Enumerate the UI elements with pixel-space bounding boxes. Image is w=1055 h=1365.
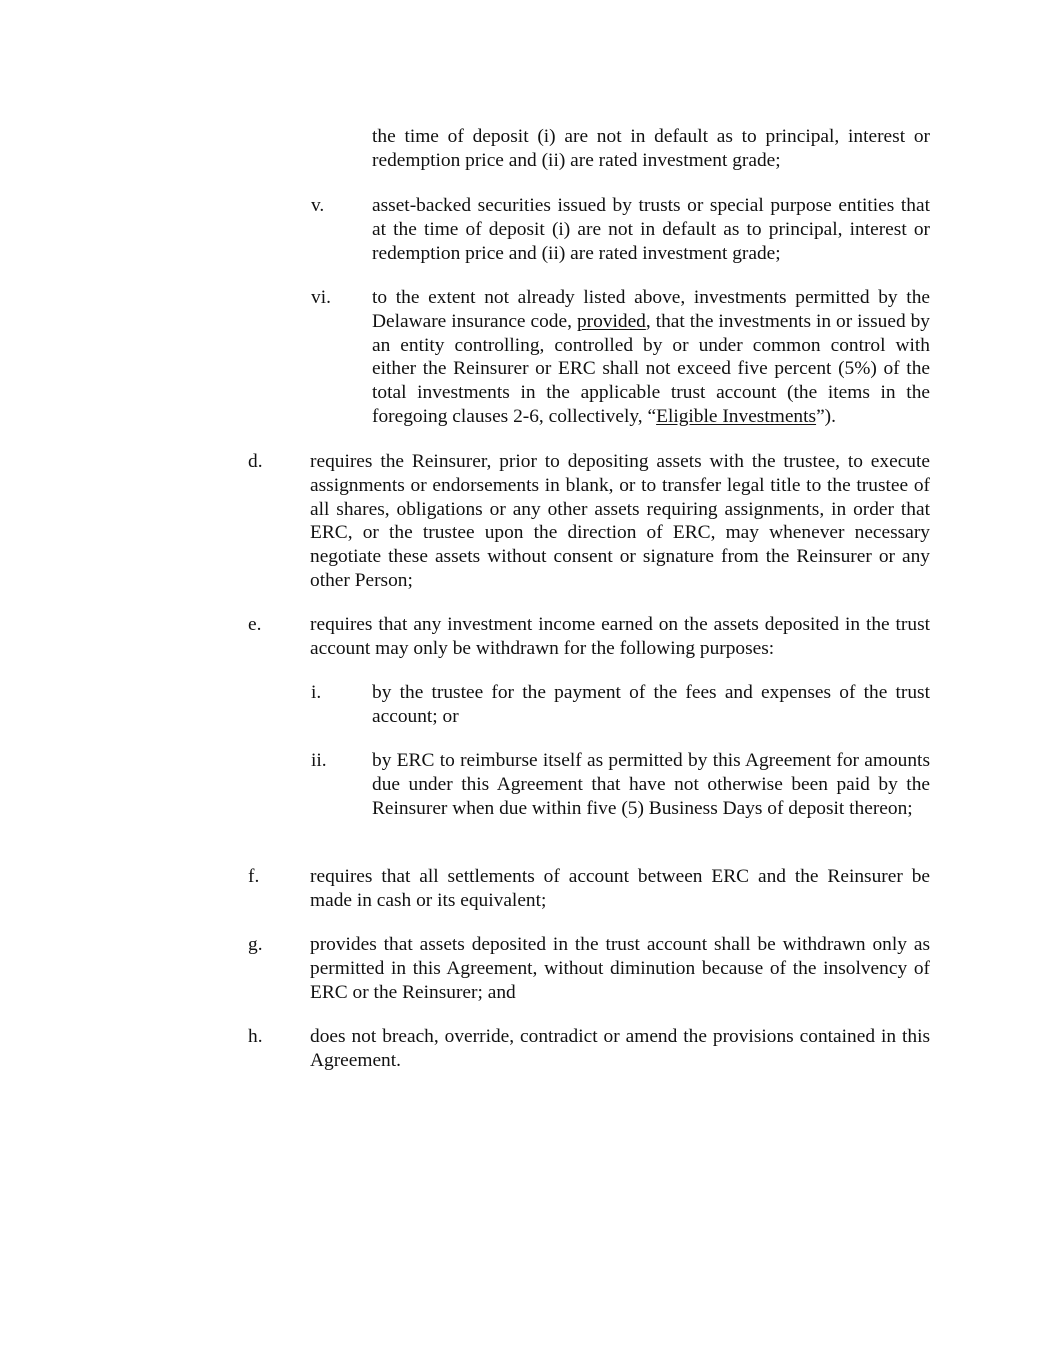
subclause-label: v.: [311, 195, 325, 216]
subclause-text-part: ”).: [816, 405, 836, 427]
clause-label: d.: [248, 451, 263, 472]
subclause-text: asset-backed securities issued by trusts or special purpose entities that at the time of deposit (i) are not in default as to principal, interest or redemption price and (ii) are rated investment grade;: [372, 195, 930, 264]
clause-label: h.: [248, 1026, 263, 1047]
subclause-text: by the trustee for the payment of the fees and expenses of the trust account; or: [372, 682, 930, 727]
subclause-text: by ERC to reimburse itself as permitted by this Agreement for amounts due under this Agreement that have not otherwise been paid by the Reinsurer when due within five (5) Business Days of deposit thereon;: [372, 750, 930, 819]
clause-text: requires that any investment income earned on the assets deposited in the trust account may only be withdrawn for the following purposes:: [310, 614, 930, 659]
continuation-text: the time of deposit (i) are not in default as to principal, interest or redemption price and (ii) are rated investment grade;: [372, 126, 930, 171]
clause-text: requires the Reinsurer, prior to depositing assets with the trustee, to execute assignments or endorsements in blank, or to transfer legal title to the trustee of all shares, obligations or any other assets requiring assignments, in order that ERC, or the trustee upon the direction of ERC, may whenever necessary negotiate these assets without consent or signature from the Reinsurer or any other Person;: [310, 451, 930, 591]
clause-label: g.: [248, 934, 263, 955]
provided-term: provided: [576, 310, 646, 332]
subclause-label: ii.: [311, 750, 327, 771]
clause-text: provides that assets deposited in the trust account shall be withdrawn only as permitted in this Agreement, without diminution because of the insolvency of ERC or the Reinsurer; and: [310, 934, 930, 1003]
subclause-label: i.: [311, 682, 322, 703]
defined-term-eligible-investments: Eligible Investments: [656, 405, 817, 427]
clause-label: f.: [248, 866, 260, 887]
subclause-text: [372, 286, 930, 429]
subclause-text-part: , that the investments in or issued by an entity controlling, controlled by or under common control with either the Reinsurer or ERC shall not exceed five percent (5%) of the total investments in the applicable trust account (the items in the foregoing clauses 2-6, collectively, “: [372, 310, 930, 427]
clause-label: e.: [248, 614, 262, 635]
clause-text: requires that all settlements of account between ERC and the Reinsurer be made in cash or its equivalent;: [310, 866, 930, 911]
subclause-label: vi.: [311, 287, 331, 308]
clause-text: does not breach, override, contradict or amend the provisions contained in this Agreement.: [310, 1026, 930, 1071]
subclause-text-part: to the extent not already listed above, investments permitted by the Delaware insurance code,: [372, 287, 930, 332]
